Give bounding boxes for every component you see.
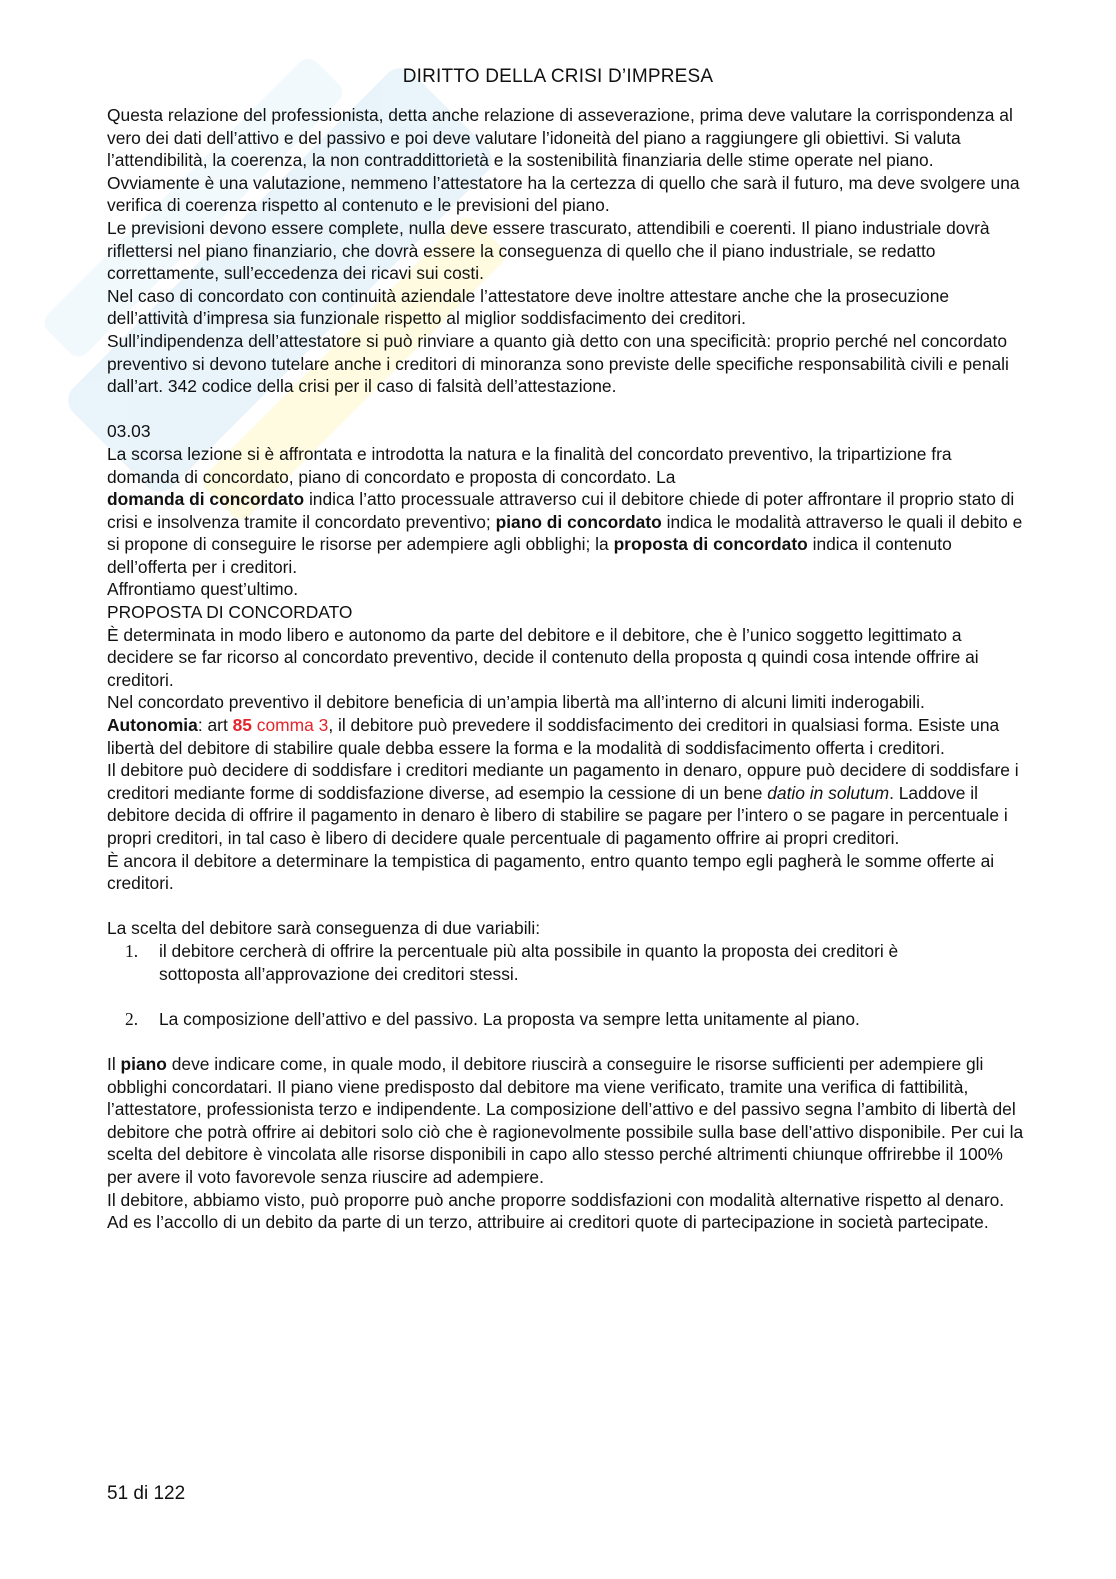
document-body	[107, 104, 1027, 1234]
list-item: 2. La composizione dell’attivo e del passivo. La proposta va sempre letta unitamente al piano.	[125, 1008, 860, 1029]
lesson-date: 03.03	[107, 421, 151, 442]
paragraph: Ovviamente è una valutazione, nemmeno l’attestatore ha la certezza di quello che sarà il futuro, ma deve svolgere una verifica di coerenza rispetto al contenuto e le previsioni del piano.	[107, 172, 1020, 216]
paragraph: È determinata in modo libero e autonomo da parte del debitore e il debitore, che è l’unico soggetto legittimato a decidere se far ricorso al concordato preventivo, decide il contenuto della proposta q quindi cosa intende offrire ai creditori.	[107, 624, 979, 690]
paragraph: Le previsioni devono essere complete, nulla deve essere trascurato, attendibili e coerenti. Il piano industriale dovrà riflettersi nel piano finanziario, che dovrà essere la conseguenza di quello che il piano industriale, se redatto correttamente, sull’eccedenza dei ricavi sui costi.	[107, 217, 990, 284]
bold-term: piano di concordato	[495, 511, 662, 532]
paragraph: Il debitore, abbiamo visto, può proporre può anche proporre soddisfazioni con modalità alternative rispetto al denaro. Ad es l’accollo di un debito da parte di un terzo, attribuire ai creditori quote di partecipazione in società partecipate.	[107, 1189, 1005, 1233]
section-heading: PROPOSTA DI CONCORDATO	[107, 602, 353, 623]
paragraph: Autonomia: art 85 comma 3, il debitore può prevedere il soddisfacimento dei creditori in qualsiasi forma. Esiste una libertà del debitore di stabilire quale debba essere la forma e la modalità di soddisfacimento offerta i creditori.	[107, 715, 1000, 758]
bold-term: proposta di concordato	[613, 534, 808, 555]
paragraph: La scelta del debitore sarà conseguenza di due variabili:	[107, 918, 541, 939]
paragraph: La scorsa lezione si è affrontata e introdotta la natura e la finalità del concordato preventivo, la tripartizione fra domanda di concordato, piano di concordato e proposta di concordato. La	[107, 443, 952, 487]
paragraph: Sull’indipendenza dell’attestatore si può rinviare a quanto già detto con una specificità: proprio perché nel concordato preventivo si devono tutelare anche i creditori di minoranza sono previste delle specifiche responsabilità civili e penali dall’art. 342 codice della crisi per il caso di falsità dell’attestazione.	[107, 330, 1009, 397]
paragraph: È ancora il debitore a determinare la tempistica di pagamento, entro quanto tempo egli pagherà le somme offerte ai creditori.	[107, 850, 995, 894]
paragraph: Il debitore può decidere di soddisfare i creditori mediante un pagamento in denaro, oppure può decidere di soddisfare i creditori mediante forme di soddisfazione diverse, ad esempio la cessione di un bene datio in solutum. Laddove il debitore decida di offrire il pagamento in denaro è libero di stabilire se pagare per l’intero o se pagare in percentuale i propri creditori, in tal caso è libero di decidere quale percentuale di pagamento offrire ai propri creditori.	[107, 760, 1019, 848]
paragraph: Nel caso di concordato con continuità aziendale l’attestatore deve inoltre attestare anche che la prosecuzione dell’attività d’impresa sia funzionale rispetto al miglior soddisfacimento dei creditori.	[107, 285, 950, 329]
numbered-list	[107, 940, 1027, 1030]
comma-link[interactable]: comma 3	[256, 715, 329, 736]
paragraph: Nel concordato preventivo il debitore beneficia di un’ampia libertà ma all’interno di alcuni limiti inderogabili.	[107, 692, 925, 713]
page-header-title: DIRITTO DELLA CRISI D’IMPRESA	[402, 66, 714, 87]
bold-term: domanda di concordato	[107, 489, 305, 510]
bold-term: piano	[120, 1053, 167, 1074]
page-number: 51 di 122	[107, 1483, 186, 1504]
paragraph: Il piano deve indicare come, in quale modo, il debitore riuscirà a conseguire le risorse sufficienti per adempiere gli obblighi concordatari. Il piano viene predisposto dal debitore ma viene verificato, tramite una verifica di fattibilità, l’attestatore, professionista terzo e indipendente. La composizione dell’attivo e del passivo segna l’ambito di libertà del debitore che potrà offrire ai debitori solo ciò che è ragionevolmente possibile sulla base dell’attivo disponibile. Per cui la scelta del debitore è vincolata alle risorse disponibili in capo allo stesso perché altrimenti chiunque offrirebbe il 100% per avere il voto favorevole senza riuscire ad adempiere.	[107, 1053, 1024, 1187]
list-item: 1. il debitore cercherà di offrire la percentuale più alta possibile in quanto la proposta dei creditori è sottoposta all’approvazione dei creditori stessi.	[125, 940, 899, 984]
paragraph: Questa relazione del professionista, detta anche relazione di asseverazione, prima deve valutare la corrispondenza al vero dei dati dell’attivo e del passivo e poi deve valutare l’idoneità del piano a raggiungere gli obiettivi. Si valuta l’attendibilità, la coerenza, la non contraddittorietà e la sostenibilità finanziaria delle stime operate nel piano.	[107, 105, 1013, 171]
paragraph: Affrontiamo quest’ultimo.	[107, 579, 299, 600]
bold-term: Autonomia	[107, 715, 198, 736]
paragraph: domanda di concordato indica l’atto processuale attraverso cui il debitore chiede di poter affrontare il proprio stato di crisi e insolvenza tramite il concordato preventivo; piano di concordato indica le modalità attraverso le quali il debito e si propone di conseguire le risorse per adempiere agli obblighi; la proposta di concordato indica il contenuto dell’offerta per i creditori.	[107, 489, 1023, 577]
article-link[interactable]: 85	[232, 715, 252, 736]
italic-term: datio in solutum	[767, 782, 890, 803]
